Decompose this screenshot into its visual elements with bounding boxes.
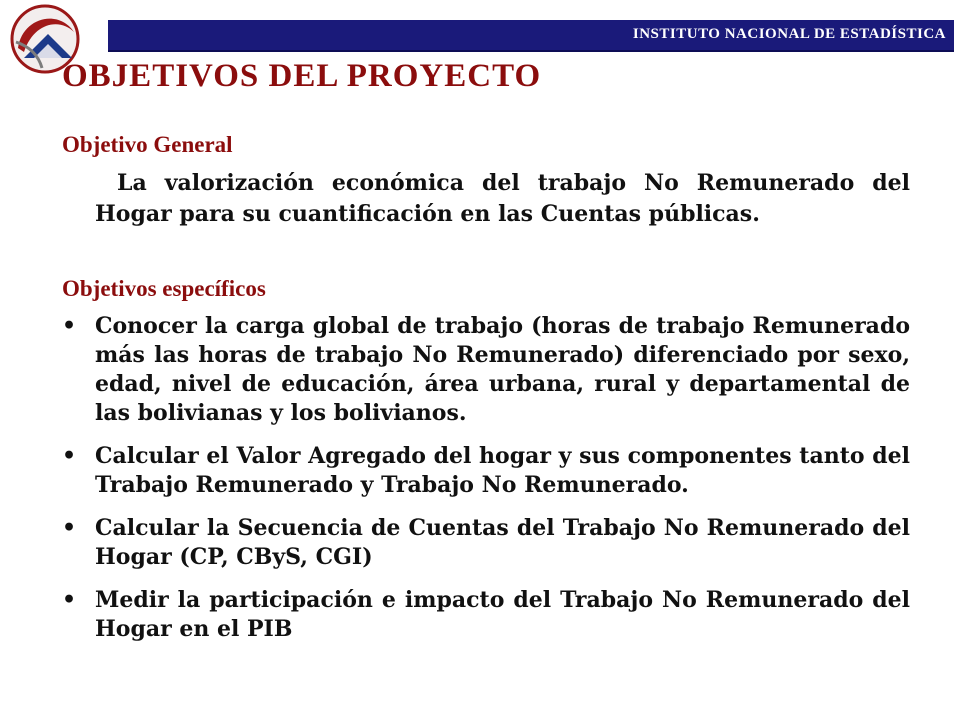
institution-name: INSTITUTO NACIONAL DE ESTADÍSTICA	[632, 26, 946, 42]
page-title: OBJETIVOS DEL PROYECTO	[62, 58, 542, 94]
list-item-text: Conocer la carga global de trabajo (horas de trabajo Remunerado más las horas de trabajo No Remunerado) diferenciado por sexo, edad, nivel de educación, área urbana, rural y departamental de las bolivianas y los bolivianos.	[95, 313, 910, 426]
list-item-text: Calcular el Valor Agregado del hogar y sus componentes tanto del Trabajo Remunerado y Trabajo No Remunerado.	[95, 443, 910, 498]
bullet-icon: •	[62, 443, 77, 469]
list-item-text: Medir la participación e impacto del Trabajo No Remunerado del Hogar en el PIB	[95, 587, 910, 642]
bullet-icon: •	[62, 313, 77, 339]
list-item	[62, 442, 910, 500]
specific-objectives-list	[62, 312, 910, 658]
list-item	[62, 514, 910, 572]
general-objective-text: La valorización económica del trabajo No Remunerado del Hogar para su cuantificación en las Cuentas públicas.	[95, 170, 910, 227]
specific-objectives-heading: Objetivos específicos	[62, 276, 266, 301]
general-objective-heading: Objetivo General	[62, 132, 233, 157]
header-bar	[108, 20, 954, 52]
bullet-icon: •	[62, 515, 77, 541]
bullet-icon: •	[62, 587, 77, 613]
list-item	[62, 312, 910, 428]
list-item-text: Calcular la Secuencia de Cuentas del Trabajo No Remunerado del Hogar (CP, CByS, CGI)	[95, 515, 910, 570]
list-item	[62, 586, 910, 644]
